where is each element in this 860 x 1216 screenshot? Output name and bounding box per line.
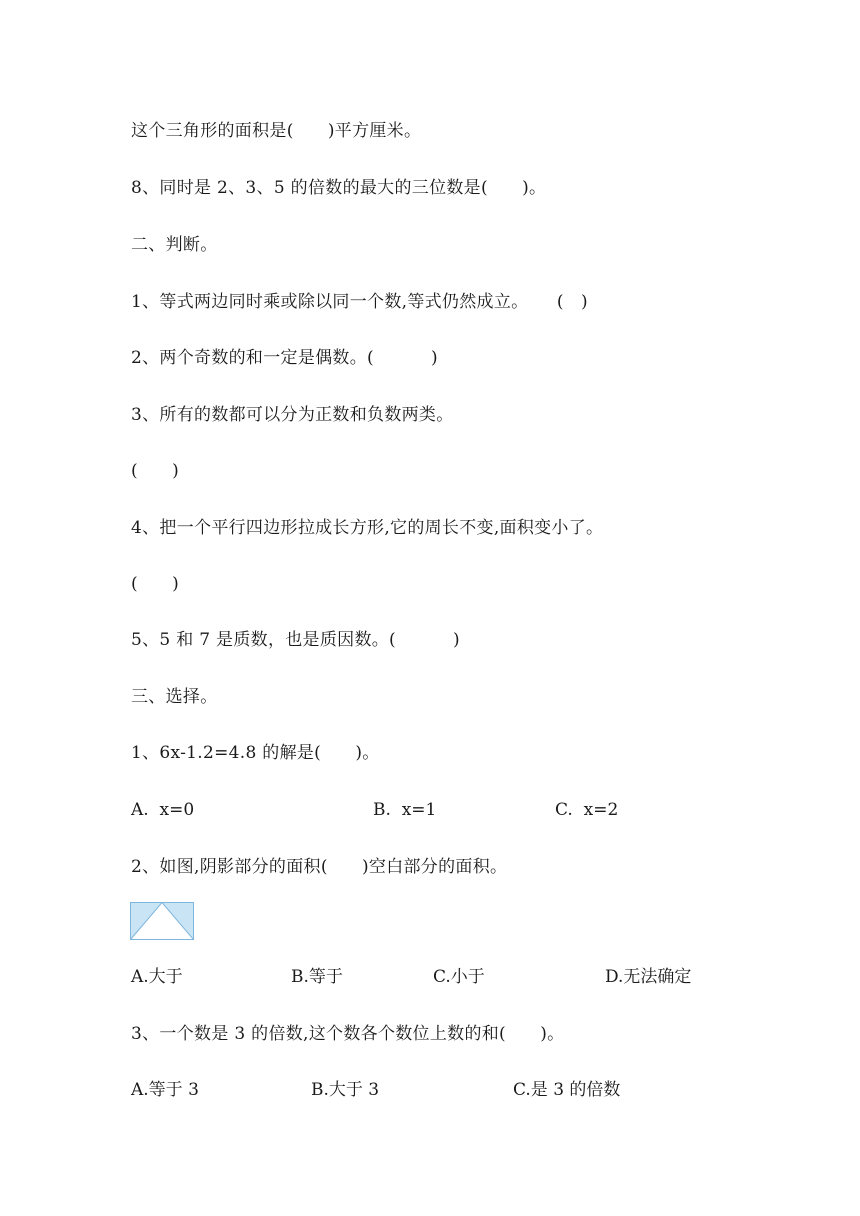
- option-b: B. x=1: [373, 800, 437, 820]
- question-line: 这个三角形的面积是( )平方厘米。: [131, 121, 422, 141]
- section-heading: 二、判断。: [131, 235, 218, 255]
- section-heading: 三、选择。: [131, 687, 218, 707]
- answer-blank: ( ): [131, 574, 180, 594]
- option-b: B.等于: [291, 967, 343, 987]
- question-line: 5、5 和 7 是质数，也是质因数。( ): [131, 630, 460, 650]
- option-d: D.无法确定: [605, 967, 692, 987]
- shaded-triangle-figure: [130, 902, 194, 940]
- question-line: 3、一个数是 3 的倍数,这个数各个数位上数的和( )。: [131, 1024, 565, 1044]
- option-c: C.小于: [433, 967, 485, 987]
- question-line: 3、所有的数都可以分为正数和负数两类。: [131, 405, 454, 425]
- answer-blank: ( ): [131, 461, 180, 481]
- option-a: A.等于 3: [131, 1080, 199, 1100]
- option-b: B.大于 3: [311, 1080, 380, 1100]
- question-line: 2、如图,阴影部分的面积( )空白部分的面积。: [131, 857, 508, 877]
- question-line: 4、把一个平行四边形拉成长方形,它的周长不变,面积变小了。: [131, 518, 604, 538]
- question-line: 1、6x-1.2=4.8 的解是( )。: [131, 743, 380, 763]
- option-a: A. x=0: [131, 800, 195, 820]
- option-c: C.是 3 的倍数: [513, 1080, 621, 1100]
- option-c: C. x=2: [555, 800, 619, 820]
- option-a: A.大于: [131, 967, 183, 987]
- question-line: 2、两个奇数的和一定是偶数。( ): [131, 348, 438, 368]
- question-line: 1、等式两边同时乘或除以同一个数,等式仍然成立。 ( ): [131, 292, 588, 312]
- question-line: 8、同时是 2、3、5 的倍数的最大的三位数是( )。: [131, 178, 547, 198]
